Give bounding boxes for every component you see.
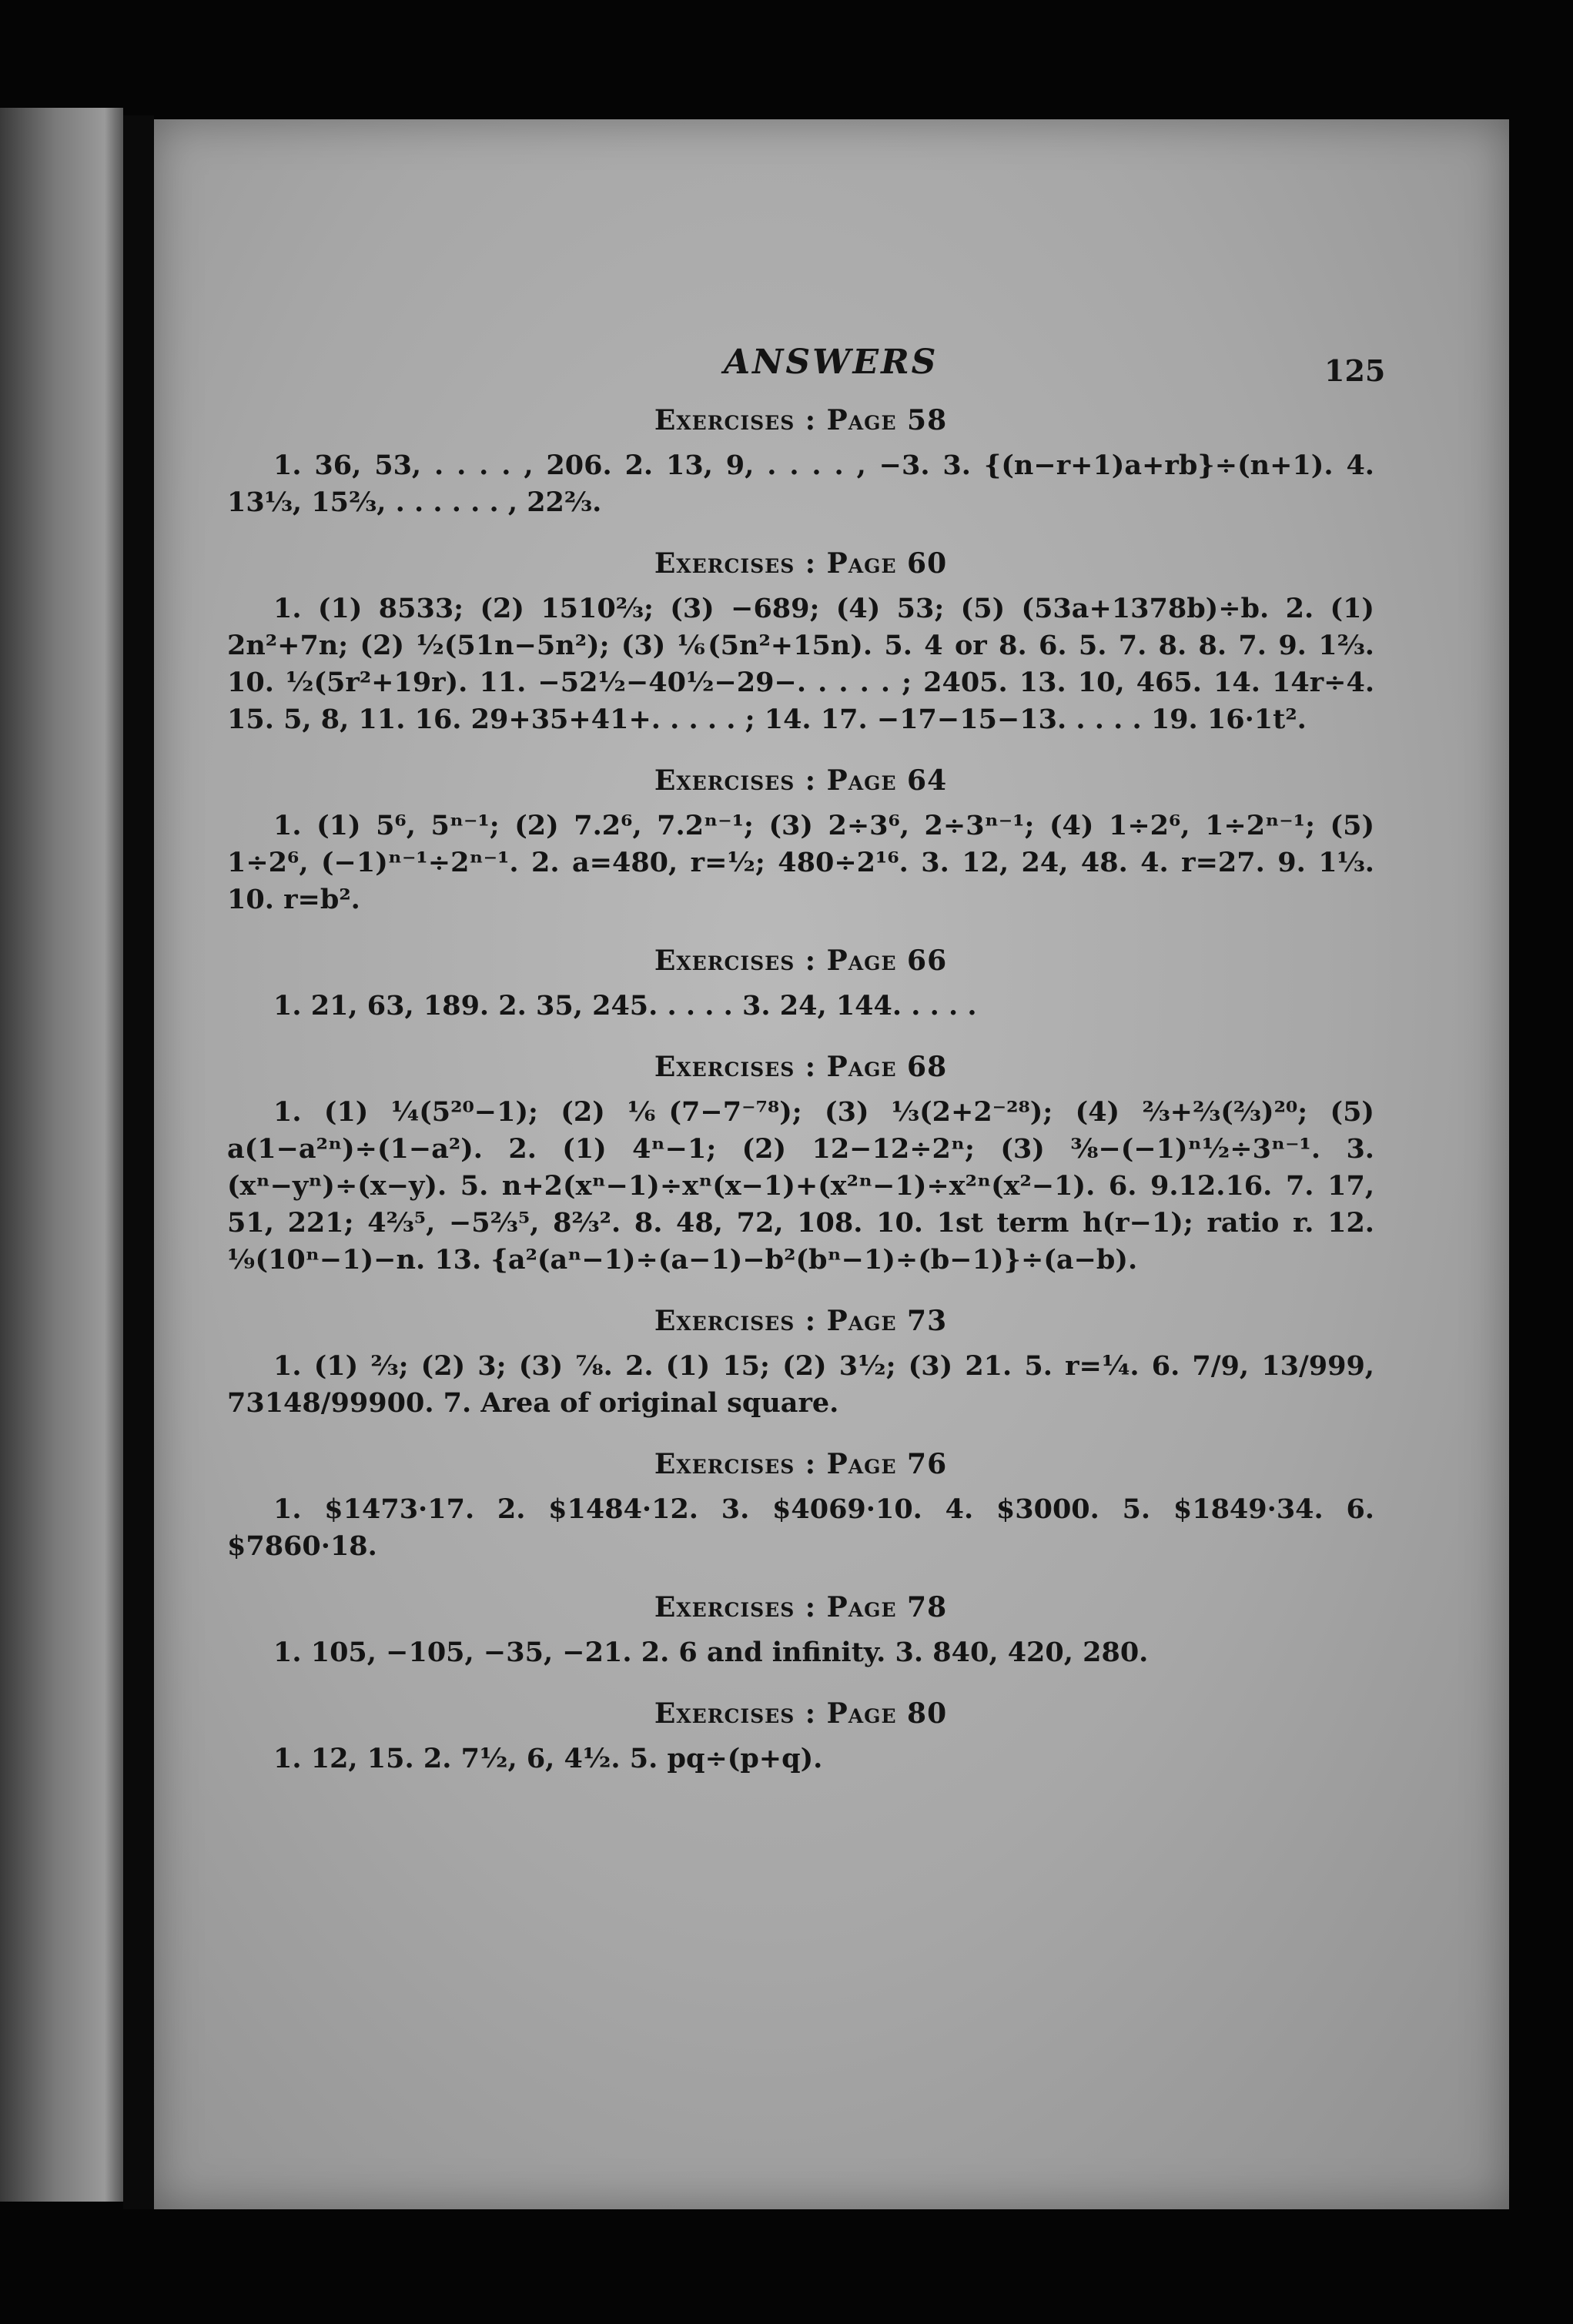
book-page: [154, 119, 1509, 2209]
section-page-80: [227, 1697, 1374, 1777]
section-heading: Exercises : Page 66: [654, 945, 948, 977]
facing-page-edge: [0, 108, 123, 2202]
running-head: ANSWERS: [724, 343, 939, 382]
section-page-73: [227, 1305, 1374, 1422]
section-page-78: [227, 1591, 1374, 1671]
section-answers: 1. 21, 63, 189. 2. 35, 245. . . . . 3. 24, 144. . . . .: [273, 990, 977, 1022]
section-heading: Exercises : Page 78: [654, 1591, 948, 1623]
section-heading: Exercises : Page 60: [654, 547, 948, 580]
section-answers: 1. 12, 15. 2. 7½, 6, 4½. 5. pq÷(p+q).: [273, 1743, 823, 1774]
section-heading: Exercises : Page 73: [654, 1305, 948, 1337]
section-answers: 1. $1473·17. 2. $1484·12. 3. $4069·10. 4. $3000. 5. $1849·34. 6. $7860·18.: [227, 1493, 1374, 1562]
section-page-66: [227, 945, 1374, 1025]
section-page-58: [227, 404, 1374, 521]
section-heading: Exercises : Page 76: [654, 1448, 948, 1480]
section-answers: 1. 36, 53, . . . . , 206. 2. 13, 9, . . . . , −3. 3. {(n−r+1)a+rb}÷(n+1). 4. 13⅓, 15⅔, . . . . . . , 22⅔.: [227, 450, 1374, 518]
section-page-60: [227, 547, 1374, 738]
section-page-76: [227, 1448, 1374, 1565]
section-answers: 1. (1) ⅔; (2) 3; (3) ⅞. 2. (1) 15; (2) 3½; (3) 21. 5. r=¼. 6. 7/9, 13/999, 73148/99900. 7. Area of original square.: [227, 1350, 1374, 1419]
section-page-64: [227, 764, 1374, 918]
page-header: [154, 343, 1509, 404]
section-answers: 1. (1) 8533; (2) 1510⅔; (3) −689; (4) 53; (5) (53a+1378b)÷b. 2. (1) 2n²+7n; (2) ½(51n−5n²); (3) ⅙(5n²+15n). 5. 4 or 8. 6. 5. 7. 8. 8. 7. 9. 1⅔. 10. ½(5r²+19r). 11. −52½−40½−29−. . . . . ; 2405. 13. 10, 465. 14. 14r÷4. 15. 5, 8, 11. 16. 29+35+41+. . . . . ; 14. 17. −17−15−13. . . . . 19. 16·1t².: [227, 593, 1374, 735]
section-answers: 1. (1) ¼(5²⁰−1); (2) ⅙(7−7⁻⁷⁸); (3) ⅓(2+2⁻²⁸); (4) ⅔+⅔(⅔)²⁰; (5) a(1−a²ⁿ)÷(1−a²). 2. (1) 4ⁿ−1; (2) 12−12÷2ⁿ; (3) ⅜−(−1)ⁿ½÷3ⁿ⁻¹. 3. (xⁿ−yⁿ)÷(x−y). 5. n+2(xⁿ−1)÷xⁿ(x−1)+(x²ⁿ−1)÷x²ⁿ(x²−1). 6. 9.12.16. 7. 17, 51, 221; 4⅔⁵, −5⅔⁵, 8⅔². 8. 48, 72, 108. 10. 1st term h(r−1); ratio r. 12. ¹⁄₉(10ⁿ−1)−n. 13. {a²(aⁿ−1)÷(a−1)−b²(bⁿ−1)÷(b−1)}÷(a−b).: [227, 1096, 1374, 1276]
section-heading: Exercises : Page 80: [654, 1697, 948, 1730]
book-gutter: [123, 115, 154, 2209]
section-answers: 1. (1) 5⁶, 5ⁿ⁻¹; (2) 7.2⁶, 7.2ⁿ⁻¹; (3) 2÷3⁶, 2÷3ⁿ⁻¹; (4) 1÷2⁶, 1÷2ⁿ⁻¹; (5) 1÷2⁶, (−1)ⁿ⁻¹÷2ⁿ⁻¹. 2. a=480, r=½; 480÷2¹⁶. 3. 12, 24, 48. 4. r=27. 9. 1⅓. 10. r=b².: [227, 810, 1374, 915]
section-heading: Exercises : Page 64: [654, 764, 948, 797]
section-heading: Exercises : Page 68: [654, 1051, 948, 1083]
page-number: 125: [1324, 353, 1386, 388]
section-heading: Exercises : Page 58: [654, 404, 948, 436]
section-page-68: [227, 1051, 1374, 1279]
section-answers: 1. 105, −105, −35, −21. 2. 6 and infinity. 3. 840, 420, 280.: [273, 1637, 1149, 1668]
answers-list: [227, 404, 1374, 1804]
